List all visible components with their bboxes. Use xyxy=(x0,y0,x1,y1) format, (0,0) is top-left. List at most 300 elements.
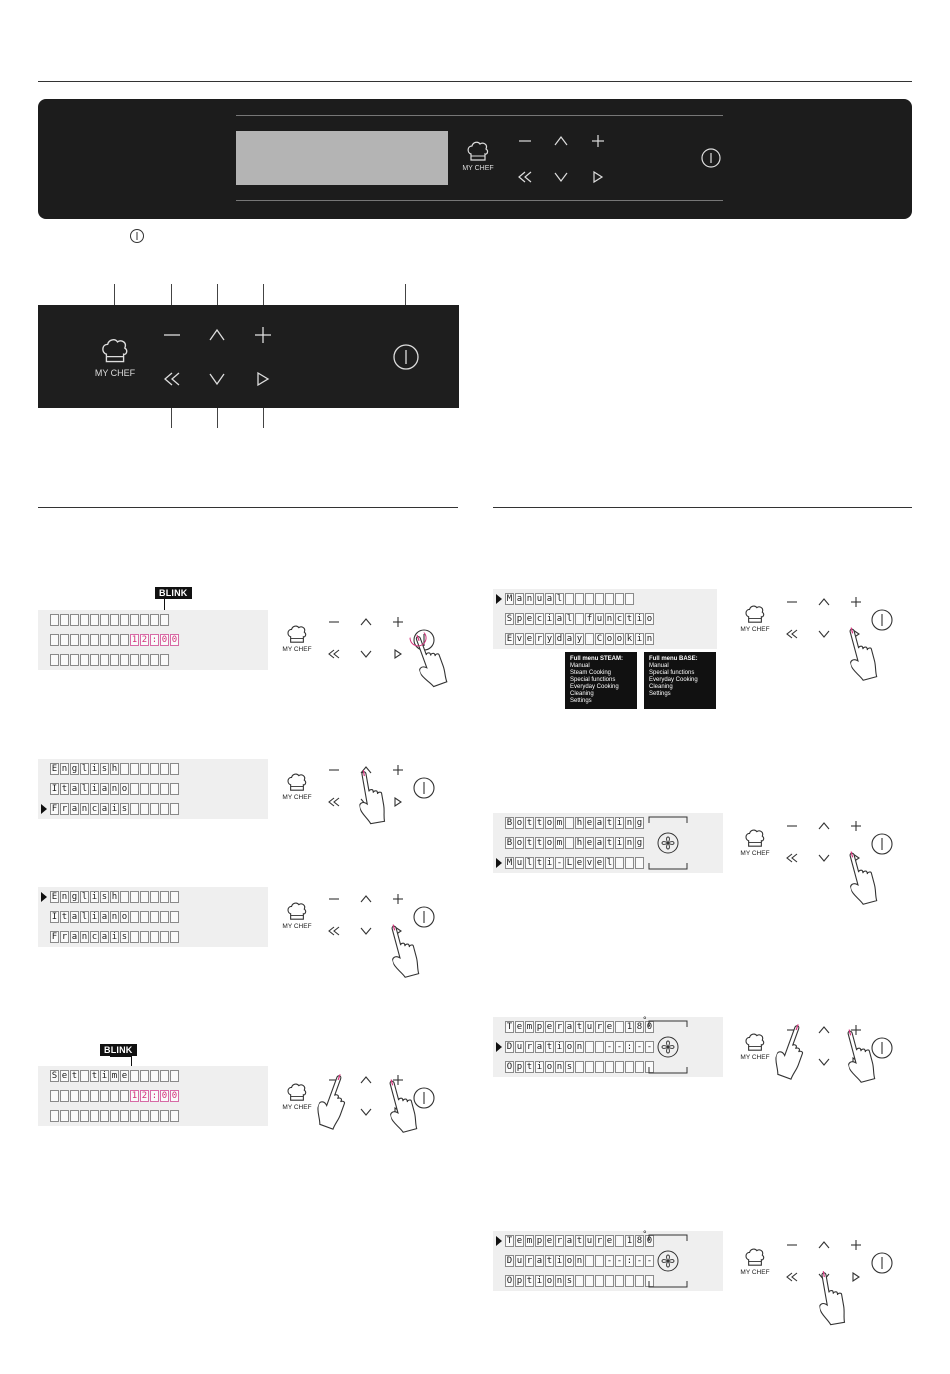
lcd-cell: g xyxy=(636,818,643,828)
lcd-cell: n xyxy=(111,912,118,922)
blink-badge: BLINK xyxy=(100,1044,137,1056)
down-button[interactable] xyxy=(206,368,228,390)
lcd-cell xyxy=(625,1061,634,1073)
lcd-cell: n xyxy=(646,634,653,644)
plus-button[interactable] xyxy=(390,891,406,907)
lcd-cell xyxy=(595,1255,604,1267)
lcd-cell: e xyxy=(121,1071,128,1081)
lcd-cell: e xyxy=(61,1071,68,1081)
lcd-cell xyxy=(595,1061,604,1073)
chef-hat-icon xyxy=(744,1247,766,1267)
lcd-cell: e xyxy=(586,818,593,828)
lcd-cell: S xyxy=(51,1071,58,1081)
double-chevron-left-icon xyxy=(327,648,341,660)
lcd-cell xyxy=(150,911,159,923)
lcd-cell: u xyxy=(536,594,543,604)
lcd-cell xyxy=(80,1090,89,1102)
lcd-row xyxy=(505,613,655,625)
lcd-cell: t xyxy=(536,838,543,848)
lcd-cell xyxy=(635,1275,644,1287)
lcd-cell xyxy=(60,614,69,626)
lcd-cell: i xyxy=(91,784,98,794)
lcd-cell xyxy=(80,634,89,646)
lcd-display-step2 xyxy=(38,759,268,819)
chevron-up-icon xyxy=(818,1239,830,1251)
lcd-cell: - xyxy=(606,1042,613,1052)
hand-pointer-icon xyxy=(312,1071,369,1137)
lcd-cell: S xyxy=(506,614,513,624)
lcd-cell xyxy=(170,931,179,943)
triangle-right-icon xyxy=(393,648,403,660)
fan-symbol xyxy=(647,1233,689,1294)
lcd-cell: e xyxy=(526,614,533,624)
lcd-cell: a xyxy=(566,634,573,644)
lcd-cell: 0 xyxy=(646,1022,653,1032)
lcd-cell: o xyxy=(546,1062,553,1072)
lcd-cell: O xyxy=(506,1276,513,1286)
lcd-cell xyxy=(150,1070,159,1082)
lcd-cell xyxy=(120,891,129,903)
lcd-cell xyxy=(140,1110,149,1122)
power-icon-inline xyxy=(129,228,145,244)
lcd-cell xyxy=(60,634,69,646)
lcd-cell: s xyxy=(101,892,108,902)
lcd-cell: 8 xyxy=(636,1236,643,1246)
plus-icon xyxy=(850,596,862,608)
back-button[interactable] xyxy=(326,923,342,939)
lcd-cell xyxy=(140,1070,149,1082)
lcd-cell xyxy=(50,634,59,646)
lcd-cell: o xyxy=(606,634,613,644)
lcd-cell: a xyxy=(101,784,108,794)
lcd-cell xyxy=(565,593,574,605)
lcd-row xyxy=(505,817,645,829)
lcd-row xyxy=(505,837,645,849)
lcd-cell: i xyxy=(111,804,118,814)
lcd-cell: a xyxy=(71,932,78,942)
minus-button[interactable] xyxy=(161,324,183,346)
lcd-row xyxy=(50,614,170,626)
lcd-cell: n xyxy=(606,614,613,624)
plus-button[interactable] xyxy=(848,1237,864,1253)
lcd-row xyxy=(50,1070,180,1082)
lcd-cell xyxy=(615,1021,624,1033)
control-cluster xyxy=(738,1237,918,1317)
lcd-cell: i xyxy=(616,818,623,828)
lcd-cell: i xyxy=(536,1276,543,1286)
lcd-cell: r xyxy=(596,1236,603,1246)
lcd-cell: - xyxy=(556,858,563,868)
lcd-cell xyxy=(160,1110,169,1122)
lcd-cell: E xyxy=(51,892,58,902)
lcd-cell: u xyxy=(586,1236,593,1246)
lcd-cell xyxy=(130,803,139,815)
down-button[interactable] xyxy=(551,167,571,187)
minus-button[interactable] xyxy=(326,891,342,907)
lcd-cell: a xyxy=(556,614,563,624)
lcd-cell: - xyxy=(606,1256,613,1266)
lcd-cell: p xyxy=(536,1236,543,1246)
right-section-rule xyxy=(493,507,912,508)
chef-hat-icon xyxy=(744,1032,766,1052)
callout-line xyxy=(171,284,172,306)
lcd-cell: n xyxy=(556,1062,563,1072)
plus-button[interactable] xyxy=(848,594,864,610)
down-button[interactable] xyxy=(358,923,374,939)
lcd-cell xyxy=(110,614,119,626)
hand-pointer-icon xyxy=(770,1021,827,1087)
lcd-cell xyxy=(50,1090,59,1102)
chevron-down-icon xyxy=(208,370,226,388)
lcd-row xyxy=(505,1021,655,1033)
lcd-display-temp-b xyxy=(493,1231,723,1291)
lcd-cell xyxy=(90,614,99,626)
lcd-cell: o xyxy=(546,838,553,848)
up-button[interactable] xyxy=(206,324,228,346)
my-chef-button[interactable] xyxy=(280,772,314,801)
hand-pointer-icon xyxy=(408,625,465,691)
lcd-cell xyxy=(170,763,179,775)
lcd-cell: h xyxy=(576,838,583,848)
lcd-cell xyxy=(130,783,139,795)
lcd-cell: l xyxy=(606,858,613,868)
lcd-cell: u xyxy=(516,1042,523,1052)
power-button[interactable] xyxy=(700,147,722,169)
lcd-cell: - xyxy=(616,1256,623,1266)
lcd-cell: L xyxy=(566,858,573,868)
lcd-cell xyxy=(140,891,149,903)
panel-rule-bottom xyxy=(236,200,723,201)
callout-line xyxy=(217,408,218,428)
lcd-cell: e xyxy=(546,1022,553,1032)
lcd-cell: y xyxy=(546,634,553,644)
lcd-cell: t xyxy=(576,1022,583,1032)
lcd-cell xyxy=(140,763,149,775)
my-chef-button[interactable] xyxy=(738,1247,772,1276)
lcd-cell: 1 xyxy=(131,1091,138,1101)
plus-icon xyxy=(850,820,862,832)
lcd-cell xyxy=(90,654,99,666)
lcd-cell xyxy=(100,634,109,646)
lcd-cell xyxy=(150,1110,159,1122)
back-button[interactable] xyxy=(784,1269,800,1285)
lcd-cell: n xyxy=(81,804,88,814)
down-button[interactable] xyxy=(816,850,832,866)
zoomed-control-panel xyxy=(38,305,459,408)
right-button[interactable] xyxy=(588,167,608,187)
my-chef-label: MY CHEF xyxy=(282,923,312,930)
lcd-cell xyxy=(110,1090,119,1102)
lcd-cell xyxy=(110,654,119,666)
chef-hat-icon xyxy=(286,624,308,644)
lcd-cell: e xyxy=(516,1022,523,1032)
lcd-cell: r xyxy=(526,1256,533,1266)
lcd-row xyxy=(50,654,170,666)
power-icon xyxy=(412,776,436,800)
lcd-cell: g xyxy=(71,892,78,902)
my-chef-label: MY CHEF xyxy=(740,1054,770,1061)
lcd-cell: e xyxy=(586,838,593,848)
lcd-cell xyxy=(130,654,139,666)
lcd-cell: a xyxy=(71,784,78,794)
double-chevron-left-icon xyxy=(162,370,182,388)
my-chef-button[interactable] xyxy=(280,624,314,653)
fan-icon xyxy=(647,1019,689,1075)
double-chevron-left-icon xyxy=(327,925,341,937)
lcd-cell: r xyxy=(536,634,543,644)
up-button[interactable] xyxy=(358,614,374,630)
lcd-cell: c xyxy=(91,804,98,814)
plus-button[interactable] xyxy=(848,818,864,834)
lcd-cell xyxy=(170,783,179,795)
lcd-cell xyxy=(635,857,644,869)
up-button[interactable] xyxy=(816,1237,832,1253)
my-chef-button[interactable] xyxy=(738,1032,772,1061)
my-chef-button[interactable] xyxy=(90,337,140,378)
lcd-cell: u xyxy=(516,858,523,868)
lcd-cell: s xyxy=(566,1062,573,1072)
chef-hat-icon xyxy=(744,828,766,848)
plus-button[interactable] xyxy=(252,324,274,346)
lcd-cell: I xyxy=(51,912,58,922)
plus-button[interactable] xyxy=(390,614,406,630)
lcd-cell: e xyxy=(576,858,583,868)
lcd-row xyxy=(50,634,180,646)
lcd-cell: m xyxy=(556,838,563,848)
lcd-cell xyxy=(585,1061,594,1073)
menu-item: Settings xyxy=(570,698,592,704)
up-button[interactable] xyxy=(816,818,832,834)
lcd-cell: - xyxy=(646,1256,653,1266)
lcd-cell: u xyxy=(586,1022,593,1032)
right-button[interactable] xyxy=(390,646,406,662)
lcd-cell xyxy=(160,911,169,923)
lcd-cell: E xyxy=(51,764,58,774)
fan-symbol xyxy=(647,815,689,876)
lcd-cell xyxy=(160,763,169,775)
lcd-cell: g xyxy=(71,764,78,774)
minus-button[interactable] xyxy=(784,818,800,834)
lcd-cell: o xyxy=(121,912,128,922)
menu-item: Manual xyxy=(570,663,590,669)
lcd-cell xyxy=(150,654,159,666)
control-cluster xyxy=(738,818,918,898)
lcd-cell: t xyxy=(606,838,613,848)
lcd-cell: n xyxy=(576,1256,583,1266)
lcd-cell: C xyxy=(596,634,603,644)
lcd-cell: F xyxy=(51,932,58,942)
lcd-cell: o xyxy=(566,1042,573,1052)
lcd-cell: d xyxy=(556,634,563,644)
right-button[interactable] xyxy=(252,368,274,390)
lcd-cell: m xyxy=(526,1236,533,1246)
lcd-cell: c xyxy=(91,932,98,942)
lcd-cell: h xyxy=(111,764,118,774)
lcd-row xyxy=(505,1061,655,1073)
lcd-cell xyxy=(170,1070,179,1082)
lcd-cell: o xyxy=(646,614,653,624)
back-button[interactable] xyxy=(784,626,800,642)
double-chevron-left-icon xyxy=(785,1271,799,1283)
up-button[interactable] xyxy=(816,594,832,610)
lcd-row xyxy=(50,911,180,923)
lcd-cell: r xyxy=(61,932,68,942)
lcd-cell xyxy=(170,891,179,903)
lcd-row xyxy=(505,633,655,645)
lcd-cell xyxy=(615,1061,624,1073)
blink-badge: BLINK xyxy=(155,587,192,599)
lcd-cell xyxy=(70,1090,79,1102)
lcd-cell: l xyxy=(566,614,573,624)
lcd-cell: a xyxy=(566,1236,573,1246)
minus-button[interactable] xyxy=(326,762,342,778)
minus-button[interactable] xyxy=(784,594,800,610)
lcd-row xyxy=(50,1110,180,1122)
lcd-cell: s xyxy=(121,804,128,814)
lcd-cell xyxy=(585,1275,594,1287)
lcd-cell: o xyxy=(516,838,523,848)
lcd-cell: i xyxy=(636,614,643,624)
lcd-cell: r xyxy=(556,1236,563,1246)
lcd-cell: t xyxy=(626,614,633,624)
lcd-cell xyxy=(160,783,169,795)
up-button[interactable] xyxy=(358,891,374,907)
lcd-cell: l xyxy=(526,858,533,868)
minus-button[interactable] xyxy=(326,614,342,630)
lcd-cell xyxy=(160,654,169,666)
my-chef-button[interactable] xyxy=(280,1082,314,1111)
lcd-cell xyxy=(70,614,79,626)
callout-line xyxy=(114,284,115,306)
minus-button[interactable] xyxy=(784,1237,800,1253)
lcd-cell: i xyxy=(556,1042,563,1052)
lcd-cell: i xyxy=(111,932,118,942)
fan-icon xyxy=(647,1233,689,1289)
my-chef-label: MY CHEF xyxy=(740,850,770,857)
lcd-cell: o xyxy=(121,784,128,794)
callout-line xyxy=(263,284,264,306)
power-button[interactable] xyxy=(412,776,436,800)
back-button[interactable] xyxy=(784,850,800,866)
back-button[interactable] xyxy=(161,368,183,390)
lcd-cell: e xyxy=(526,634,533,644)
lcd-cell: i xyxy=(546,858,553,868)
lcd-cell: i xyxy=(536,1062,543,1072)
up-button[interactable] xyxy=(551,131,571,151)
power-button[interactable] xyxy=(392,343,420,371)
lcd-cell: t xyxy=(546,1042,553,1052)
lcd-cell xyxy=(170,911,179,923)
lcd-cell: t xyxy=(536,818,543,828)
my-chef-button[interactable] xyxy=(280,901,314,930)
my-chef-label: MY CHEF xyxy=(282,794,312,801)
lcd-cell xyxy=(110,634,119,646)
power-button[interactable] xyxy=(870,1251,894,1275)
down-button[interactable] xyxy=(816,626,832,642)
selection-arrow-icon xyxy=(496,858,502,868)
lcd-cell xyxy=(120,654,129,666)
lcd-cell: o xyxy=(566,1256,573,1266)
fan-symbol xyxy=(647,1019,689,1080)
plus-button[interactable] xyxy=(588,131,608,151)
callout-line xyxy=(171,408,172,428)
lcd-cell: p xyxy=(516,1062,523,1072)
lcd-cell xyxy=(605,1061,614,1073)
lcd-row xyxy=(50,763,180,775)
minus-button[interactable] xyxy=(515,131,535,151)
lcd-cell: i xyxy=(91,892,98,902)
lcd-cell: : xyxy=(151,635,158,645)
lcd-cell: - xyxy=(616,1042,623,1052)
lcd-cell: p xyxy=(516,614,523,624)
double-chevron-left-icon xyxy=(785,852,799,864)
lcd-cell xyxy=(120,634,129,646)
lcd-cell: e xyxy=(606,1236,613,1246)
down-button[interactable] xyxy=(358,646,374,662)
lcd-cell xyxy=(150,614,159,626)
my-chef-button[interactable] xyxy=(456,140,500,172)
lcd-cell xyxy=(565,837,574,849)
lcd-cell: t xyxy=(61,784,68,794)
lcd-cell: n xyxy=(81,932,88,942)
lcd-cell: e xyxy=(546,1236,553,1246)
lcd-cell: i xyxy=(556,1256,563,1266)
back-button[interactable] xyxy=(515,167,535,187)
lcd-cell: F xyxy=(51,804,58,814)
lcd-cell: p xyxy=(536,1022,543,1032)
lcd-cell xyxy=(90,1110,99,1122)
lcd-row xyxy=(50,1090,180,1102)
my-chef-button[interactable] xyxy=(738,828,772,857)
my-chef-label: MY CHEF xyxy=(282,1104,312,1111)
lcd-cell: i xyxy=(636,634,643,644)
lcd-cell xyxy=(120,1110,129,1122)
back-button[interactable] xyxy=(326,794,342,810)
lcd-cell xyxy=(50,1110,59,1122)
lcd-cell: s xyxy=(121,932,128,942)
lcd-display-step4 xyxy=(38,1066,268,1126)
lcd-display-temp-a xyxy=(493,1017,723,1077)
back-button[interactable] xyxy=(326,646,342,662)
lcd-cell: g xyxy=(636,838,643,848)
lcd-cell xyxy=(60,1110,69,1122)
lcd-cell xyxy=(625,1275,634,1287)
lcd-cell xyxy=(70,654,79,666)
my-chef-button[interactable] xyxy=(738,604,772,633)
lcd-cell xyxy=(160,891,169,903)
lcd-cell: t xyxy=(526,1062,533,1072)
chevron-down-icon xyxy=(818,628,830,640)
minus-icon xyxy=(328,893,340,905)
lcd-cell: i xyxy=(91,912,98,922)
lcd-cell: 0 xyxy=(171,1091,178,1101)
control-cluster xyxy=(280,614,460,694)
lcd-cell xyxy=(150,763,159,775)
menu-item: Steam Cooking xyxy=(570,670,612,676)
lcd-cell xyxy=(80,654,89,666)
lcd-cell xyxy=(130,891,139,903)
lcd-cell: r xyxy=(596,1022,603,1032)
chevron-down-icon xyxy=(360,648,372,660)
lcd-cell xyxy=(140,803,149,815)
lcd-cell: f xyxy=(586,614,593,624)
lcd-cell xyxy=(140,931,149,943)
lcd-cell: o xyxy=(616,634,623,644)
lcd-cell: D xyxy=(506,1256,513,1266)
minus-icon xyxy=(328,764,340,776)
menu-item: Special functions xyxy=(570,677,616,683)
lcd-cell: e xyxy=(516,1236,523,1246)
